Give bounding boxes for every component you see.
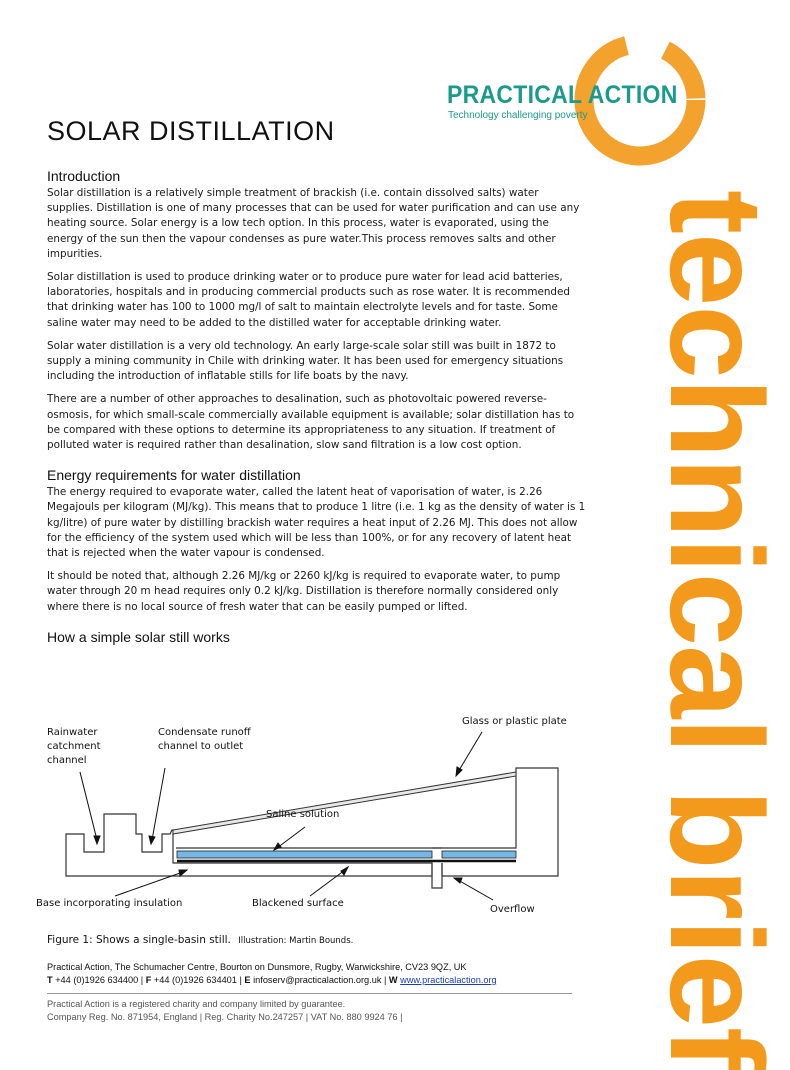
label-blackened: Blackened surface (252, 898, 344, 909)
footer-legal-line: Company Reg. No. 871954, England | Reg. Charity No.247257 | VAT No. 880 9924 76 | (47, 1011, 403, 1022)
footer-contact: T +44 (0)1926 634400 | F +44 (0)1926 634401 | E infoserv@practicalaction.org.uk | W www.practicalaction.org (47, 975, 497, 985)
intro-paragraph: Solar water distillation is a very old technology. An early large-scale solar still was built in 1872 to supply a mining community in Chile with drinking water. It has been used for emergency situations including the introduction of inflatable stills for life boats by the navy. (47, 339, 564, 383)
label-condensate: channel to outlet (158, 741, 244, 752)
intro-paragraph: Solar distillation is a relatively simple treatment of brackish (i.e. contain dissolved salts) water supplies. Distillation is one of many processes that can be used for water purification and can use any heating source. Solar energy is a low tech option. In this process, water is evaporated, using the energy of the sun then the vapour condenses as pure water.This process removes salts and other impurities. (47, 187, 580, 260)
footer-fax: +44 (0)1926 634401 (153, 975, 237, 985)
document-body (47, 168, 587, 647)
label-glass: Glass or plastic plate (462, 716, 567, 727)
technical-brief-vertical-text: technical brief (643, 190, 790, 1070)
brand-tagline: Technology challenging poverty (448, 110, 588, 121)
footer-legal-line: Practical Action is a registered charity and company limited by guarantee. (47, 999, 346, 1009)
label-saline: Saline solution (266, 809, 340, 820)
caption-text: Figure 1: Shows a single-basin still. (47, 934, 231, 946)
label-overflow: Overflow (490, 904, 535, 915)
still-heading: How a simple solar still works (47, 628, 230, 645)
footer-email[interactable]: infoserv@practicalaction.org.uk (253, 975, 382, 985)
intro-paragraph: Solar distillation is used to produce drinking water or to produce pure water for lead acid batteries, laboratories, hospitals and in producing commercial products such as rose water. It is recommended that drinking water has 100 to 1000 mg/l of salt to maintain electrolyte levels and for taste. Some saline water may need to be added to the distilled water for acceptable drinking water. (47, 271, 571, 329)
page-title: SOLAR DISTILLATION (47, 116, 335, 146)
footer-phone: +44 (0)1926 634400 (55, 975, 139, 985)
label-base: Base incorporating insulation (36, 898, 183, 909)
intro-paragraph: There are a number of other approaches to desalination, such as photovoltaic powered reverse-osmosis, for which small-scale commercially available equipment is available; solar distillation has to be compared with these options to determine its appropriateness to any situation. If treatment of polluted water is required rather than desalination, slow sand filtration is a low cost option. (47, 393, 575, 452)
overflow-pipe (432, 863, 442, 888)
intro-heading: Introduction (47, 168, 121, 184)
still-base-outline (66, 814, 432, 876)
energy-paragraph: The energy required to evaporate water, called the latent heat of vaporisation of water, is 2.26 Megajouls per kilogram (MJ/kg). This means that to produce 1 litre (i.e. 1 kg as the density of water is 1 kg/litre) of pure water by distilling brackish water requires a heat input of 2.26 MJ. This does not allow for the efficiency of the system used which will be less than 100%, or for any recovery of latent heat that is rejected when the water vapour is condensed. (47, 486, 586, 560)
footer-address: Practical Action, The Schumacher Centre, Bourton on Dunsmore, Rugby, Warwickshire, CV23 9QZ, UK (47, 962, 467, 972)
footer-legal (47, 998, 402, 1023)
footer-website-link[interactable]: www.practicalaction.org (400, 975, 497, 985)
label-condensate: Condensate runoff (158, 727, 251, 738)
energy-heading: Energy requirements for water distillation (47, 467, 301, 484)
footer-divider (47, 993, 572, 994)
label-rainwater: channel (47, 755, 87, 766)
saline-water (442, 851, 516, 858)
figure-caption (47, 934, 353, 946)
solar-still-diagram (30, 700, 570, 930)
caption-credit: Illustration: Martin Bounds. (238, 936, 354, 946)
saline-water (177, 851, 432, 858)
glass-plate (173, 772, 516, 834)
label-rainwater: Rainwater (47, 727, 98, 738)
brand-name: PRACTICAL ACTION (447, 81, 678, 109)
energy-paragraph: It should be noted that, although 2.26 MJ/kg or 2260 kJ/kg is required to evaporate water, to pump water through 20 m head requires only 0.2 kJ/kg. Distillation is therefore normally considered only where there is no local source of fresh water that can be easily pumped or lifted. (47, 570, 561, 613)
label-rainwater: catchment (47, 741, 101, 752)
